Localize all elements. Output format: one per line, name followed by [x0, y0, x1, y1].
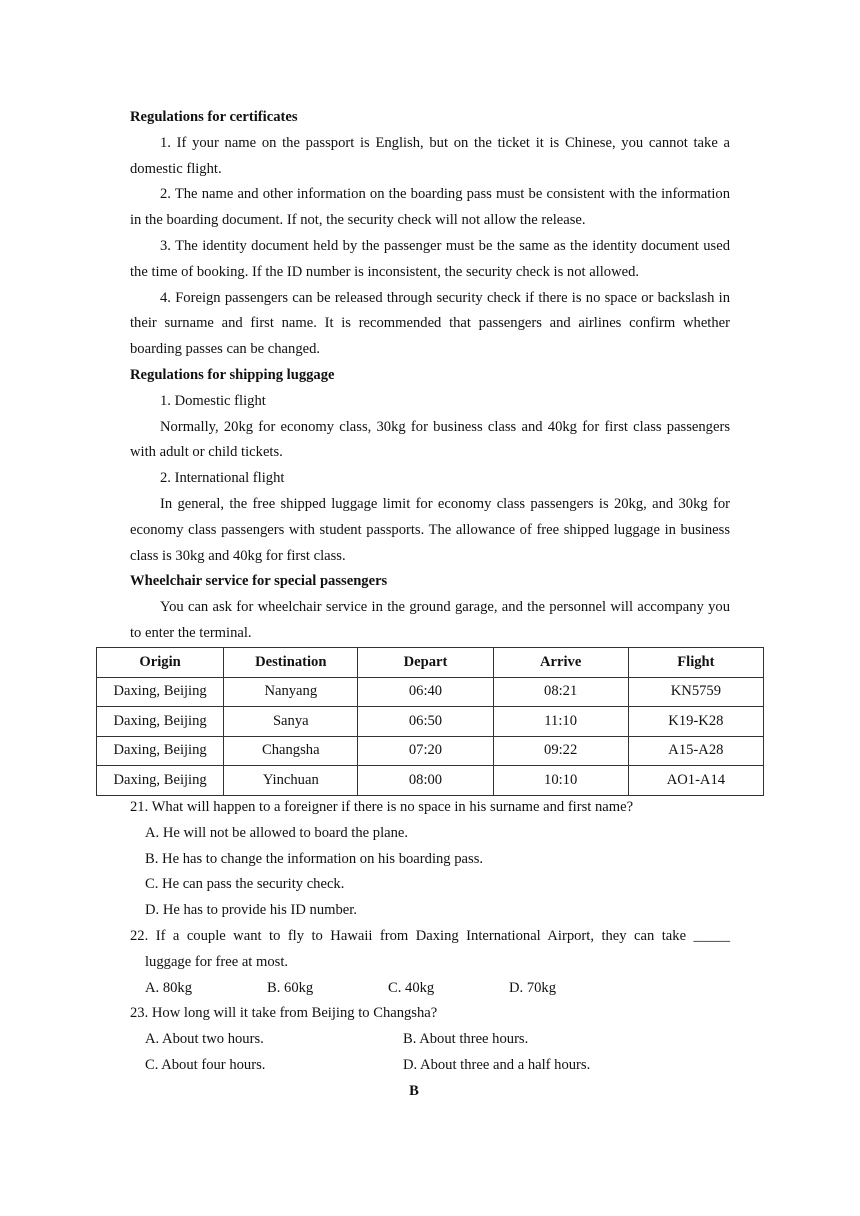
cell-depart: 07:20	[358, 736, 493, 766]
question-23-option-d: D. About three and a half hours.	[403, 1056, 591, 1073]
certificates-heading: Regulations for certificates	[130, 109, 298, 125]
question-23-stem: 23. How long will it take from Beijing to Changsha?	[130, 1005, 438, 1022]
cell-flight: K19-K28	[628, 707, 763, 737]
question-21-option-b: B. He has to change the information on his boarding pass.	[145, 850, 484, 867]
cell-destination: Yinchuan	[224, 766, 358, 796]
cell-origin: Daxing, Beijing	[97, 707, 224, 737]
question-22-stem-line-1: 22. If a couple want to fly to Hawaii from Daxing International Airport, they can take _____	[130, 927, 730, 944]
cell-flight: AO1-A14	[628, 766, 763, 796]
flight-table	[96, 647, 764, 796]
domestic-flight-title: 1. Domestic flight	[160, 392, 266, 409]
question-22-option-c: C. 40kg	[388, 979, 435, 996]
table-row	[97, 766, 764, 796]
cell-destination: Nanyang	[224, 677, 358, 707]
wheelchair-heading: Wheelchair service for special passengers	[130, 573, 388, 590]
question-21-option-a: A. He will not be allowed to board the plane.	[145, 824, 409, 841]
question-21-option-c: C. He can pass the security check.	[145, 876, 345, 893]
question-22-options	[130, 976, 730, 1002]
international-flight-title: 2. International flight	[160, 470, 285, 487]
cell-arrive: 09:22	[493, 736, 628, 766]
header-destination: Destination	[224, 648, 358, 678]
domestic-flight-text: Normally, 20kg for economy class, 30kg for business class and 40kg for first class passengers with adult or child tickets.	[130, 418, 730, 461]
question-21-option-d: D. He has to provide his ID number.	[145, 902, 357, 919]
cell-arrive: 08:21	[493, 677, 628, 707]
cell-arrive: 10:10	[493, 766, 628, 796]
question-22-option-d: D. 70kg	[509, 979, 557, 996]
cell-destination: Sanya	[224, 707, 358, 737]
table-header-row	[97, 648, 764, 678]
cell-origin: Daxing, Beijing	[97, 736, 224, 766]
question-22-option-b: B. 60kg	[267, 979, 314, 996]
header-origin: Origin	[97, 648, 224, 678]
question-22-option-a: A. 80kg	[145, 979, 193, 996]
cell-flight: A15-A28	[628, 736, 763, 766]
wheelchair-text: You can ask for wheelchair service in the ground garage, and the personnel will accompany you to enter the terminal.	[130, 599, 730, 641]
cell-origin: Daxing, Beijing	[97, 766, 224, 796]
cell-depart: 06:50	[358, 707, 493, 737]
question-23-options-row-2	[130, 1053, 730, 1079]
international-flight-text: In general, the free shipped luggage limit for economy class passengers is 20kg, and 30kg for economy class passengers with student passports. The allowance of free shipped luggage in business class is 30kg and 40kg for first class.	[130, 495, 730, 564]
certificates-item-3: 3. The identity document held by the passenger must be the same as the identity document used the time of booking. If the ID number is inconsistent, the security check is not allowed.	[130, 237, 730, 280]
question-21-stem: 21. What will happen to a foreigner if there is no space in his surname and first name?	[130, 799, 634, 815]
header-flight: Flight	[628, 648, 763, 678]
luggage-heading: Regulations for shipping luggage	[130, 366, 335, 383]
cell-flight: KN5759	[628, 677, 763, 707]
table-row	[97, 736, 764, 766]
cell-destination: Changsha	[224, 736, 358, 766]
header-depart: Depart	[358, 648, 493, 678]
certificates-item-4: 4. Foreign passengers can be released through security check if there is no space or backslash in their surname and first name. It is recommended that passengers and airlines confirm whether boarding passes can be changed.	[130, 289, 730, 358]
question-23-option-c: C. About four hours.	[145, 1056, 266, 1073]
question-23-option-a: A. About two hours.	[145, 1031, 264, 1048]
cell-arrive: 11:10	[493, 707, 628, 737]
cell-origin: Daxing, Beijing	[97, 677, 224, 707]
certificates-item-2: 2. The name and other information on the boarding pass must be consistent with the information in the boarding document. If not, the security check will not allow the release.	[130, 186, 730, 229]
questions	[130, 795, 730, 1105]
certificates-item-1: 1. If your name on the passport is English, but on the ticket it is Chinese, you cannot take a domestic flight.	[130, 134, 730, 177]
section-b-label: B	[409, 1082, 419, 1099]
passage	[130, 105, 730, 647]
cell-depart: 08:00	[358, 766, 493, 796]
question-23-option-b: B. About three hours.	[403, 1031, 529, 1048]
table-row	[97, 677, 764, 707]
header-arrive: Arrive	[493, 648, 628, 678]
cell-depart: 06:40	[358, 677, 493, 707]
question-23-options-row-1	[130, 1027, 730, 1053]
question-22-stem-line-2: luggage for free at most.	[145, 953, 289, 970]
table-row	[97, 707, 764, 737]
